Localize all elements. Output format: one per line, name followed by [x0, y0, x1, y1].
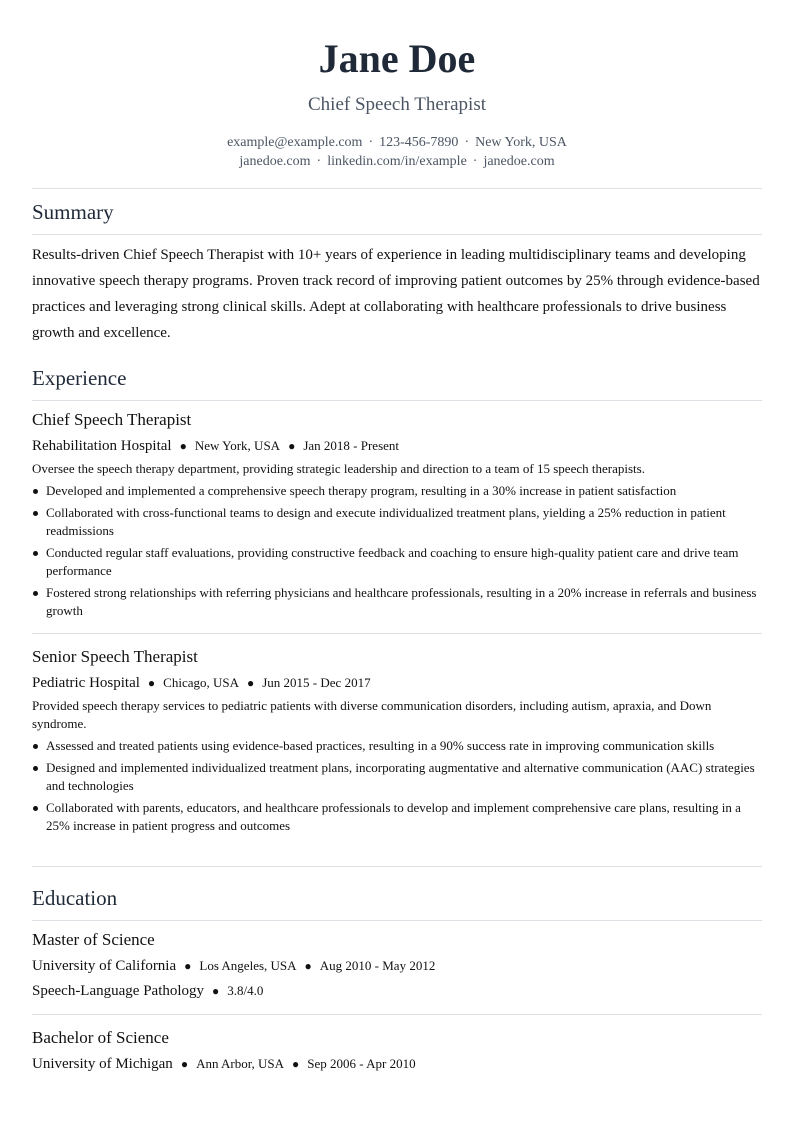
degree-title: Master of Science [32, 930, 155, 949]
job-meta [32, 673, 762, 693]
education-dates: Sep 2006 - Apr 2010 [307, 1056, 416, 1071]
separator: · [316, 154, 322, 169]
contact-line-1 [32, 133, 762, 152]
summary-text: Results-driven Chief Speech Therapist with 10+ years of experience in leading multidisciplinary teams and developing innovative speech therapy programs. Proven track record of improving patient outcomes by 25% through evidence-based practices and leveraging strong clinical skills. Adept at collaborating with healthcare professionals to drive business growth and excellence. [32, 247, 760, 341]
separator: · [464, 135, 470, 150]
bullet-separator: ● [179, 439, 187, 453]
separator: · [472, 154, 478, 169]
contact-line-2 [32, 152, 762, 171]
school-name: University of Michigan [32, 1056, 173, 1072]
education-entry [32, 929, 762, 1001]
job-title: Chief Speech Therapist [32, 410, 192, 429]
list-item: Conducted regular staff evaluations, providing constructive feedback and coaching to ensure high-quality patient care and drive team performance [32, 544, 762, 580]
list-item: Developed and implemented a comprehensive speech therapy program, resulting in a 30% increase in patient satisfaction [32, 482, 762, 500]
linkedin-link[interactable]: linkedin.com/in/example [327, 154, 467, 169]
job-location: New York, USA [194, 438, 281, 453]
job-entry [32, 409, 762, 620]
job-description: Provided speech therapy services to pediatric patients with diverse communication disorders, including autism, apraxia, and Down syndrome. [32, 698, 712, 731]
bullet-separator: ● [304, 959, 312, 973]
list-item: Fostered strong relationships with referring physicians and healthcare professionals, resulting in a 20% increase in referrals and business growth [32, 584, 762, 620]
divider [32, 188, 762, 189]
job-title: Senior Speech Therapist [32, 647, 198, 666]
school-location: Los Angeles, USA [199, 958, 297, 973]
list-item: Designed and implemented individualized treatment plans, incorporating augmentative and alternative communication (AAC) strategies and technologies [32, 759, 762, 795]
divider [32, 234, 762, 235]
candidate-name: Jane Doe [318, 36, 476, 81]
education-dates: Aug 2010 - May 2012 [319, 958, 436, 973]
degree-title: Bachelor of Science [32, 1028, 169, 1047]
website-link[interactable]: janedoe.com [239, 154, 311, 169]
website-link-2[interactable]: janedoe.com [483, 154, 555, 169]
education-meta [32, 956, 762, 976]
summary-heading: Summary [32, 200, 114, 224]
job-dates: Jan 2018 - Present [303, 438, 400, 453]
education-heading: Education [32, 886, 118, 910]
bullet-separator: ● [212, 984, 220, 998]
bullet-separator: ● [184, 959, 192, 973]
company-name: Pediatric Hospital [32, 675, 140, 691]
job-dates: Jun 2015 - Dec 2017 [262, 675, 371, 690]
job-meta [32, 436, 762, 456]
education-field [32, 981, 762, 1001]
bullet-separator: ● [292, 1057, 300, 1071]
list-item: Collaborated with cross-functional teams to design and execute individualized treatment plans, yielding a 25% reduction in patient readmissions [32, 504, 762, 540]
resume-header [32, 0, 762, 171]
divider [32, 633, 762, 634]
job-location: Chicago, USA [163, 675, 239, 690]
bullet-separator: ● [288, 439, 296, 453]
field-of-study: Speech-Language Pathology [32, 983, 205, 999]
divider [32, 920, 762, 921]
job-entry [32, 646, 762, 835]
list-item: Collaborated with parents, educators, and healthcare professionals to develop and implement comprehensive care plans, resulting in a 25% increase in patient progress and outcomes [32, 799, 762, 835]
experience-heading: Experience [32, 366, 127, 390]
education-meta [32, 1054, 762, 1074]
bullet-separator: ● [147, 676, 156, 690]
location-text: New York, USA [475, 135, 567, 150]
email-link[interactable]: example@example.com [227, 135, 363, 150]
divider [32, 866, 762, 867]
company-name: Rehabilitation Hospital [32, 438, 172, 454]
divider [32, 400, 762, 401]
education-entry [32, 1027, 762, 1074]
list-item: Assessed and treated patients using evidence-based practices, resulting in a 90% success rate in improving communication skills [32, 737, 762, 755]
separator: · [368, 135, 374, 150]
candidate-title: Chief Speech Therapist [308, 94, 486, 115]
gpa-value: 3.8/4.0 [227, 983, 264, 998]
divider [32, 1014, 762, 1015]
resume-page [32, 0, 762, 1072]
job-description: Oversee the speech therapy department, providing strategic leadership and direction to a team of 15 speech therapists. [32, 461, 645, 476]
school-location: Ann Arbor, USA [196, 1056, 285, 1071]
job-bullets [32, 482, 762, 620]
job-bullets [32, 737, 762, 835]
bullet-separator: ● [247, 676, 255, 690]
bullet-separator: ● [180, 1057, 189, 1071]
phone-number[interactable]: 123-456-7890 [379, 135, 459, 150]
school-name: University of California [32, 958, 177, 974]
